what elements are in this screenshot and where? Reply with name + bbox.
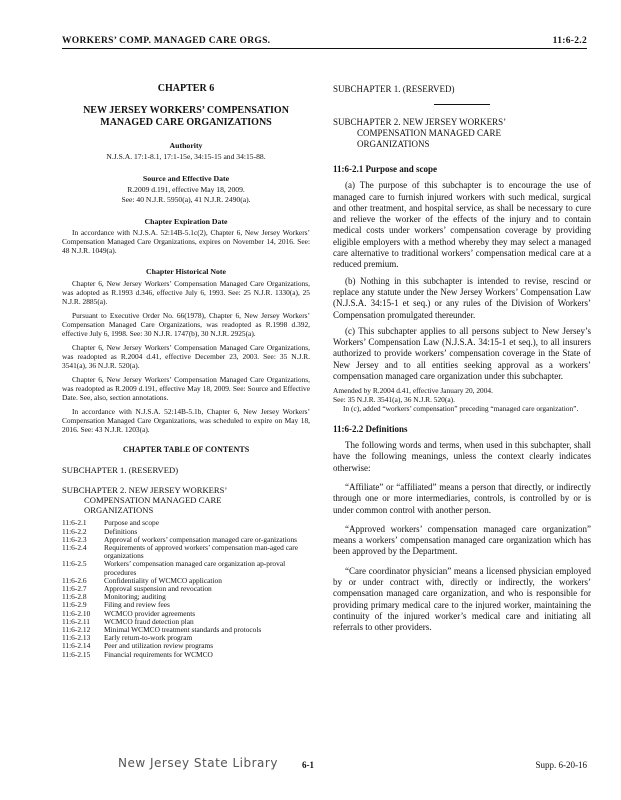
toc-entry[interactable] — [62, 593, 310, 601]
source-heading: Source and Effective Date — [142, 173, 230, 183]
subchapter-2-line: SUBCHAPTER 2. NEW JERSEY WORKERS’ — [333, 117, 507, 127]
amendment-note — [333, 387, 591, 413]
authority-heading: Authority — [169, 140, 203, 150]
left-column — [62, 84, 310, 659]
toc-entry-title: Minimal WCMCO treatment standards and protocols — [104, 624, 262, 634]
toc-entry-title: Early return-to-work program — [104, 633, 193, 643]
source-line: R.2009 d.191, effective May 18, 2009. — [127, 185, 245, 195]
toc-entry-number: 11:6-2.7 — [62, 583, 87, 593]
toc-subchapter-line: SUBCHAPTER 2. NEW JERSEY WORKERS’ — [62, 485, 228, 496]
right-column — [333, 84, 591, 633]
section-paragraph: (c) This subchapter applies to all persons subject to New Jersey’s Workers’ Compensation Law (N.J.S.A. 34:15-1 et seq.), to all insurers authorized to provide workers’ compensation coverage in the State of New Jersey and to all entities seeking approval as a workers’ compensation managed care organization under this subchapter. — [333, 325, 591, 382]
toc-entry-number: 11:6-2.2 — [62, 526, 87, 536]
authority-text: N.J.S.A. 17:1-8.1, 17:1-15e, 34:15-15 and 34:15-88. — [106, 152, 266, 162]
toc-entry-number: 11:6-2.1 — [62, 518, 87, 528]
expiration-text: In accordance with N.J.S.A. 52:14B-5.1c(2), Chapter 6, New Jersey Workers’ Compensation Managed Care Organizations, expires on November 14, 2016. See: 48 N.J.R. 1049(a). — [62, 228, 310, 256]
toc-entry-title: WCMCO provider agreements — [104, 608, 196, 618]
source-line: See: 40 N.J.R. 5950(a), 41 N.J.R. 2490(a). — [121, 194, 251, 204]
section-heading-purpose: 11:6-2.1 Purpose and scope — [333, 164, 438, 174]
toc-entry-number: 11:6-2.12 — [62, 624, 91, 634]
toc-entry-title: Requirements of approved workers’ compensation man-aged care organizations — [104, 542, 298, 561]
expiration-heading: Chapter Expiration Date — [144, 216, 228, 226]
toc-entry-title: Peer and utilization review programs — [104, 641, 214, 651]
toc-subchapter-line: ORGANIZATIONS — [84, 505, 154, 516]
toc-entry-title: Filing and review fees — [104, 600, 170, 610]
toc-entry-title: Approval of workers’ compensation managed care or-ganizations — [104, 534, 298, 544]
toc-entry-title: Monitoring; auditing — [104, 592, 166, 602]
history-paragraph: Chapter 6, New Jersey Workers’ Compensation Managed Care Organizations, was readopted as R.2009 d.191, effective May 18, 2009. See: Source and Effective Date. See, also, section annotations. — [62, 374, 310, 402]
toc-entry-number: 11:6-2.4 — [62, 542, 87, 552]
header-title: WORKERS’ COMP. MANAGED CARE ORGS. — [62, 36, 271, 46]
history-paragraph: Pursuant to Executive Order No. 66(1978), Chapter 6, New Jersey Workers’ Compensation Managed Care Organizations, was readopted as R.1998 d.392, effective July 6, 1998. See: 30 N.J.R. 1747(b), 30 N.J.R. 2925(a). — [62, 310, 310, 338]
toc-entry[interactable] — [62, 651, 310, 659]
subchapter-2-line: COMPENSATION MANAGED CARE — [357, 128, 502, 138]
section-paragraph: (a) The purpose of this subchapter is to encourage the use of managed care to furnish injured workers with such medical, surgical and other treatment, and hospital service, as shall be necessary to cure and relieve the worker of the effects of the injury and to contain medical costs under workers’ compensation coverage by providing eligible employers with a method whereby they may select a managed care alternative to traditional workers’ compensation medical care at a reduced premium. — [333, 180, 591, 270]
toc-entry-number: 11:6-2.9 — [62, 600, 87, 610]
amendment-line: Amended by R.2004 d.41, effective January 20, 2004. — [333, 386, 493, 396]
section-heading-definitions: 11:6-2.2 Definitions — [333, 423, 408, 434]
toc-entry-number: 11:6-2.14 — [62, 641, 91, 651]
section-paragraph: (b) Nothing in this subchapter is intended to revise, rescind or replace any statute under the New Jersey Workers’ Compensation Law (N.J.S.A. 34:15-1 et seq.) or any rules of the Division of Workers’ Compensation promulgated thereunder. — [333, 275, 591, 320]
amendment-line: In (c), added “workers’ compensation” preceding “managed care organization”. — [343, 403, 579, 413]
toc-entry-number: 11:6-2.13 — [62, 633, 91, 643]
chapter-title — [62, 105, 310, 129]
toc-entry[interactable] — [62, 519, 310, 527]
toc-entry-number: 11:6-2.5 — [62, 559, 87, 569]
history-paragraph: Chapter 6, New Jersey Workers’ Compensation Managed Care Organizations, was readopted as R.2004 d.41, effective December 23, 2003. See: 35 N.J.R. 3541(a), 36 N.J.R. 520(a). — [62, 342, 310, 370]
toc-subchapter-1: SUBCHAPTER 1. (RESERVED) — [62, 465, 179, 476]
definition-affiliate: “Affiliate” or “affiliated” means a person that directly, or indirectly through one or more intermediaries, controls, is controlled by or is under common control with another person. — [333, 481, 591, 515]
definition-approved-wcmco: “Approved workers’ compensation managed care organization” means a workers’ compensation managed care organization which has been approved by the Department. — [333, 523, 591, 557]
header-section-number: 11:6-2.2 — [552, 36, 587, 46]
toc-entry[interactable] — [62, 585, 310, 593]
supplement-date: Supp. 6-20-16 — [535, 760, 587, 770]
toc-entry-title: WCMCO fraud detection plan — [104, 616, 194, 626]
toc-subchapter-line: COMPENSATION MANAGED CARE — [84, 495, 222, 506]
subchapter-1-heading: SUBCHAPTER 1. (RESERVED) — [333, 84, 455, 94]
toc-entry[interactable] — [62, 544, 310, 560]
toc-entry-number: 11:6-2.11 — [62, 616, 90, 626]
subchapter-2-line: ORGANIZATIONS — [357, 139, 430, 149]
definitions-intro: The following words and terms, when used in this subchapter, shall have the following meanings, unless the context clearly indicates otherwise: — [333, 440, 591, 473]
library-stamp: New Jersey State Library — [118, 756, 278, 770]
chapter-title-line: MANAGED CARE ORGANIZATIONS — [100, 116, 272, 128]
amendment-line: See: 35 N.J.R. 3541(a), 36 N.J.R. 520(a). — [333, 395, 455, 405]
toc-entry-title: Confidentiality of WCMCO application — [104, 575, 222, 585]
toc-entry-number: 11:6-2.8 — [62, 592, 87, 602]
subchapter-2-heading — [333, 117, 591, 150]
toc-entry-number: 11:6-2.6 — [62, 575, 87, 585]
toc-entry-title: Purpose and scope — [104, 518, 160, 528]
toc-entry-title: Approval suspension and revocation — [104, 583, 212, 593]
section-divider — [434, 104, 490, 105]
toc-entry-number: 11:6-2.10 — [62, 608, 91, 618]
toc-heading: CHAPTER TABLE OF CONTENTS — [122, 444, 250, 454]
history-paragraph: Chapter 6, New Jersey Workers’ Compensation Managed Care Organizations, was adopted as R.1993 d.346, effective July 6, 1993. See: 25 N.J.R. 1330(a), 25 N.J.R. 2885(a). — [62, 278, 310, 306]
toc-entry-number: 11:6-2.3 — [62, 534, 87, 544]
toc-entry-title: Financial requirements for WCMCO — [104, 649, 213, 659]
toc-list — [62, 519, 310, 658]
page-number: 6-1 — [302, 760, 314, 770]
toc-entry[interactable] — [62, 560, 310, 576]
toc-entry-title: Workers’ compensation managed care organization ap-proval procedures — [104, 559, 286, 577]
history-heading: Chapter Historical Note — [146, 267, 226, 277]
history-paragraph: In accordance with N.J.S.A. 52:14B-5.1b, Chapter 6, New Jersey Workers’ Compensation Managed Care Organizations, was scheduled to expire on May 18, 2016. See: 43 N.J.R. 1203(a). — [62, 406, 310, 434]
running-header — [62, 36, 587, 49]
toc-subchapter-2 — [62, 485, 310, 515]
toc-entry-number: 11:6-2.15 — [62, 649, 91, 659]
chapter-number: CHAPTER 6 — [157, 83, 215, 94]
toc-entry-title: Definitions — [104, 526, 138, 536]
chapter-title-line: NEW JERSEY WORKERS’ COMPENSATION — [83, 104, 289, 116]
definition-care-coordinator: “Care coordinator physician” means a licensed physician employed by or under contract with, directly or indirectly, the workers’ compensation managed care organization, and who is responsible for providing primary medical care to the injured worker, maintaining the continuity of the injured worker’s medical care and initiating all referrals to other providers. — [333, 565, 591, 633]
